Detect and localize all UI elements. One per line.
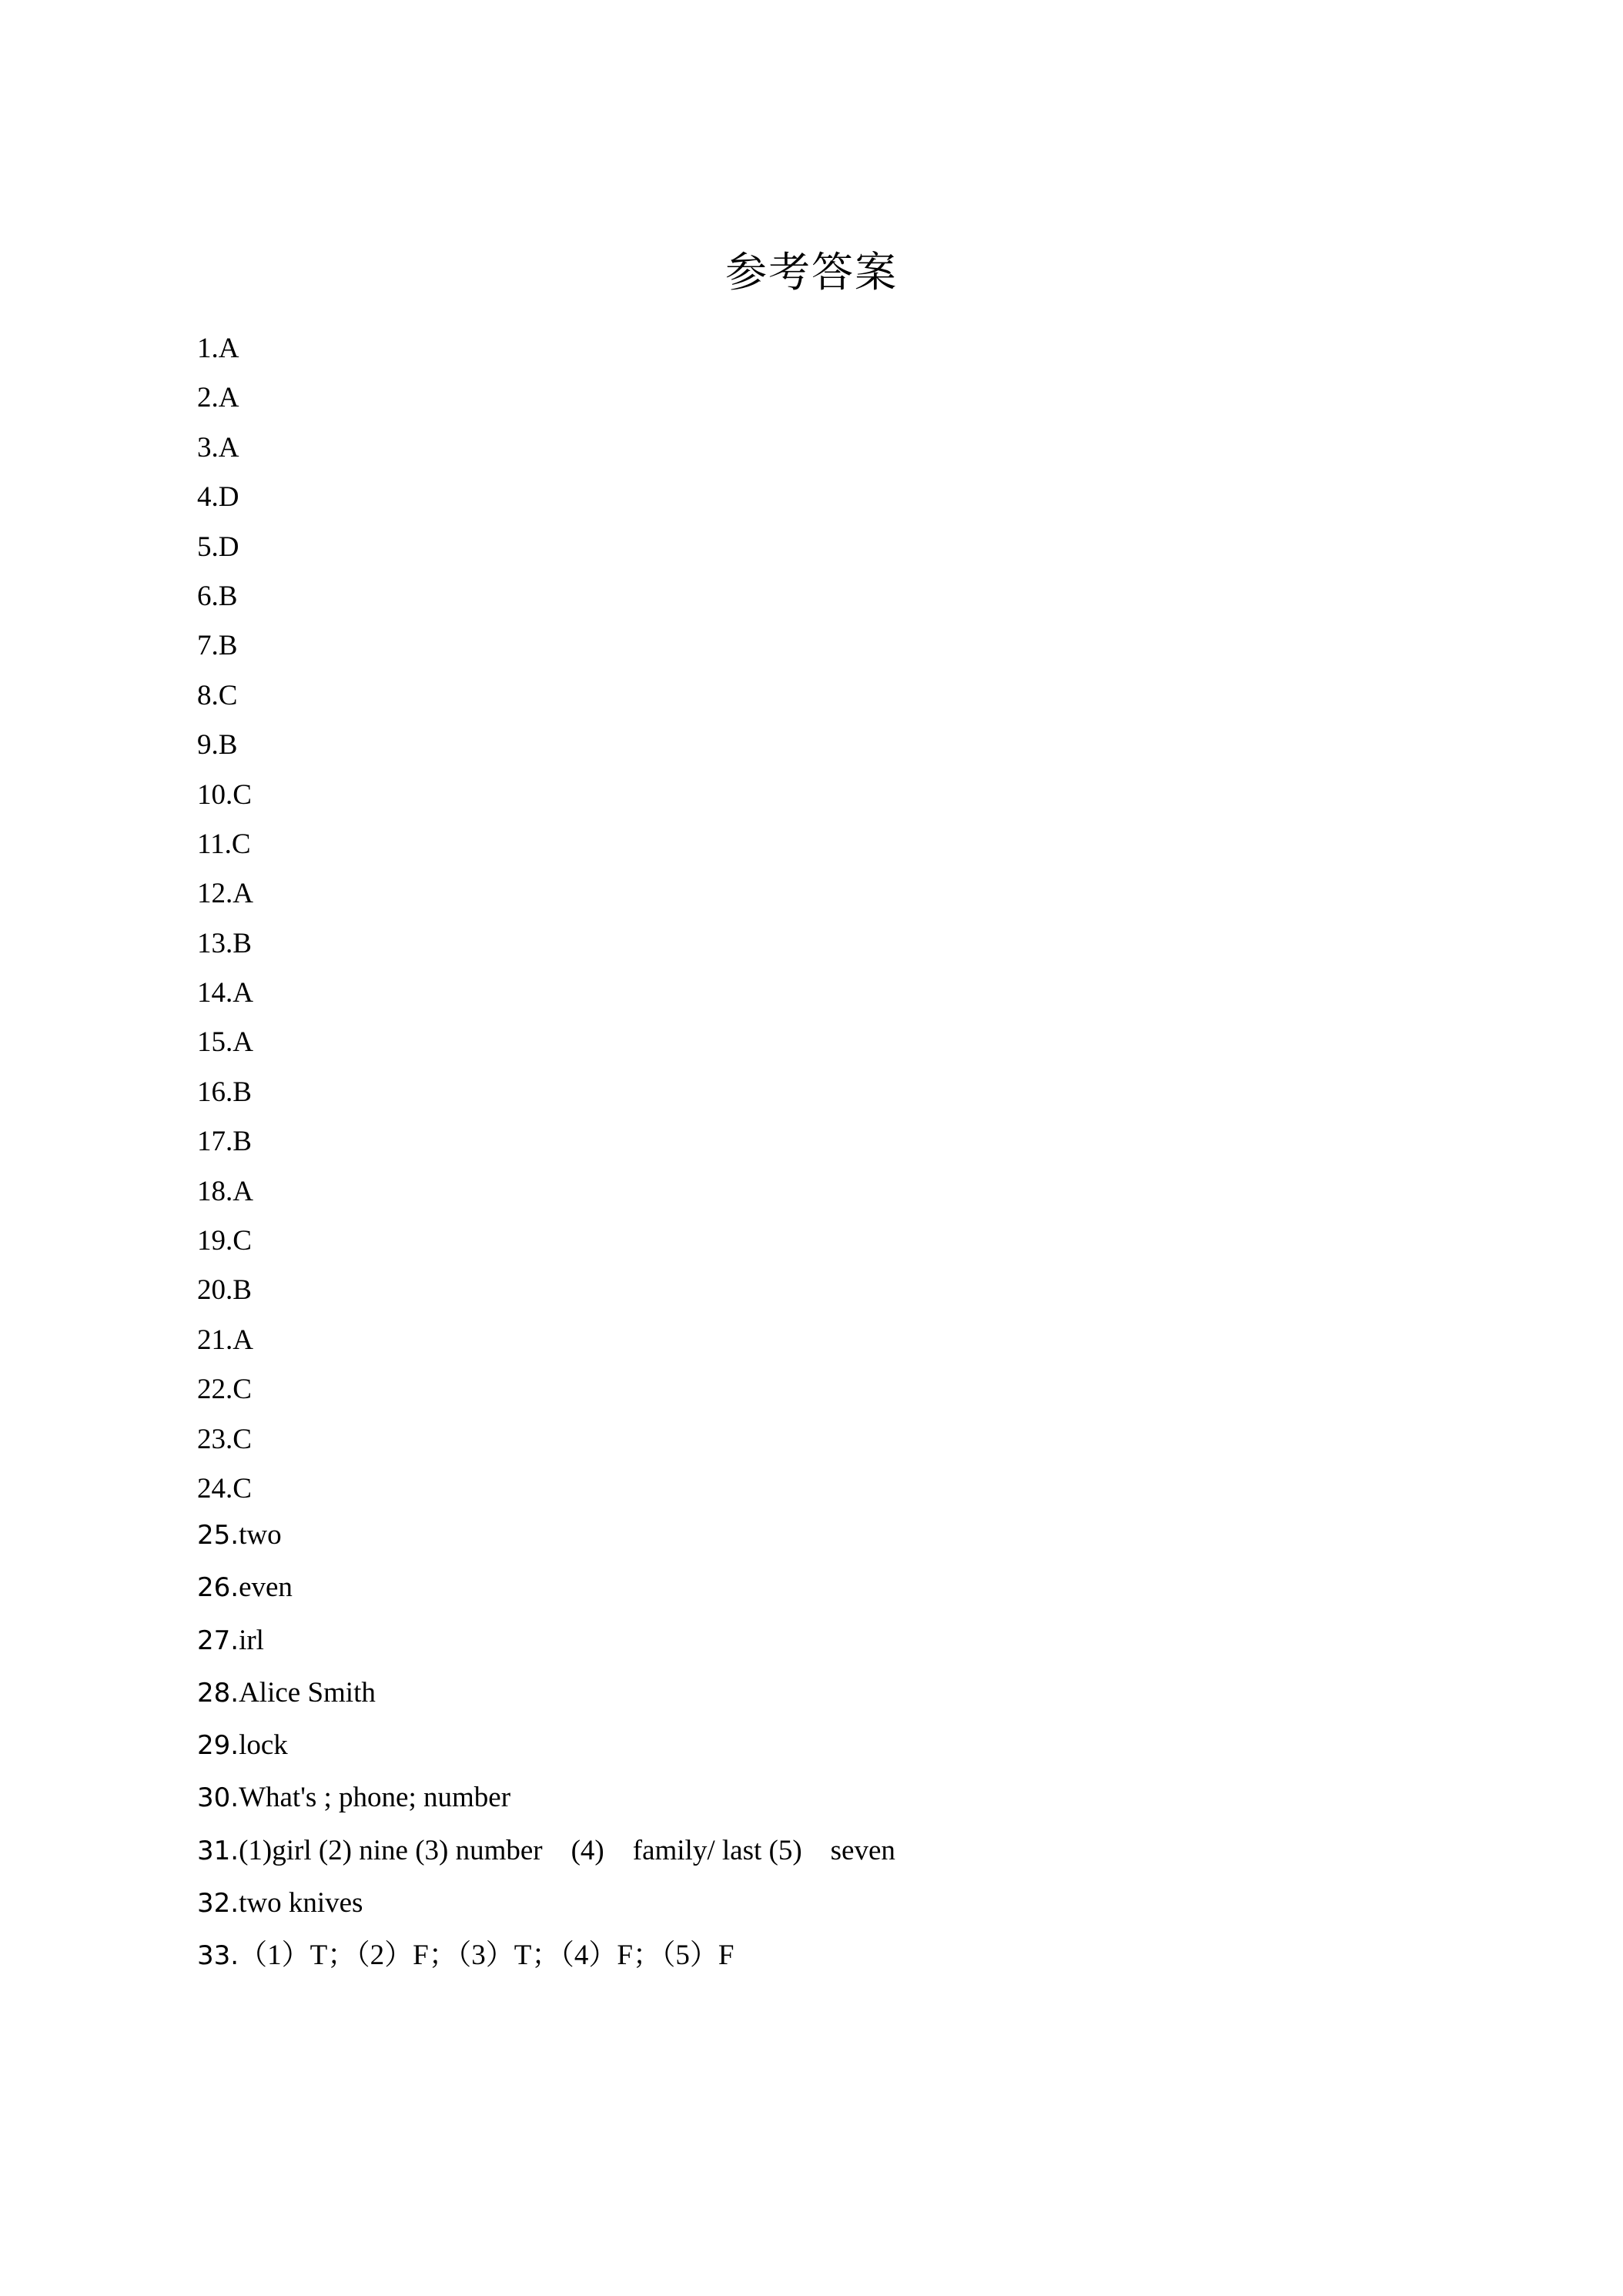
answer-number: 12. — [197, 878, 233, 910]
answer-number: 25. — [197, 1520, 239, 1551]
answer-text: B — [233, 1126, 252, 1158]
answer-text: lock — [239, 1729, 288, 1762]
answer-item — [197, 1417, 253, 1467]
answer-number: 11. — [197, 828, 232, 860]
answer-number: 33. — [197, 1940, 239, 1972]
answer-item — [197, 426, 253, 475]
answer-list-upper — [197, 326, 253, 1516]
answer-text: C — [218, 679, 238, 711]
answer-text: B — [218, 729, 238, 761]
answer-item — [197, 376, 253, 425]
answer-text: two knives — [239, 1887, 363, 1919]
answer-text: A — [233, 1175, 253, 1207]
answer-text: C — [231, 828, 251, 860]
answer-item — [197, 822, 253, 872]
answer-text: Alice Smith — [239, 1676, 376, 1709]
answer-number: 32. — [197, 1888, 239, 1919]
answer-text: C — [233, 1423, 252, 1455]
answer-item — [197, 1776, 895, 1828]
answer-number: 30. — [197, 1782, 239, 1814]
answer-number: 31. — [197, 1835, 239, 1866]
answer-number: 20. — [197, 1274, 233, 1307]
answer-item — [197, 1020, 253, 1069]
answer-number: 5. — [197, 530, 219, 563]
answer-item — [197, 1723, 895, 1776]
answer-text: C — [233, 1472, 252, 1504]
answer-item — [197, 1513, 895, 1565]
answer-number: 8. — [197, 679, 219, 711]
answer-item — [197, 723, 253, 772]
answer-item — [197, 773, 253, 822]
answer-text: A — [233, 878, 253, 910]
answer-number: 1. — [197, 333, 219, 364]
answer-item — [197, 1219, 253, 1268]
answer-item — [197, 1671, 895, 1723]
answer-number: 16. — [197, 1076, 233, 1108]
answer-item — [197, 971, 253, 1020]
answer-text: B — [233, 927, 252, 959]
answer-number: 23. — [197, 1423, 233, 1455]
answer-item — [197, 674, 253, 723]
answer-number: 19. — [197, 1225, 233, 1257]
answer-number: 29. — [197, 1730, 239, 1762]
answer-item — [197, 326, 253, 376]
answer-item — [197, 1170, 253, 1219]
page-title: 参考答案 — [725, 248, 898, 296]
answer-list-lower — [197, 1513, 895, 1986]
answer-number: 9. — [197, 729, 219, 761]
answer-item — [197, 922, 253, 971]
answer-number: 15. — [197, 1026, 233, 1059]
answer-text: B — [233, 1274, 252, 1307]
answer-item — [197, 1618, 895, 1671]
answer-item — [197, 1829, 895, 1881]
answer-number: 26. — [197, 1572, 239, 1604]
answer-text: D — [218, 530, 239, 563]
answer-number: 28. — [197, 1677, 239, 1709]
answer-text: A — [233, 977, 253, 1009]
answer-item — [197, 872, 253, 921]
answer-text: C — [233, 1225, 252, 1257]
answer-text: A — [218, 431, 239, 464]
answer-item — [197, 1120, 253, 1169]
answer-text: （1）T；（2）F；（3）T；（4）F；（5）F — [239, 1940, 735, 1972]
answer-item — [197, 1933, 895, 1986]
answer-item — [197, 1467, 253, 1516]
answer-number: 10. — [197, 778, 233, 811]
answer-item — [197, 1367, 253, 1417]
answer-item — [197, 1268, 253, 1317]
answer-item — [197, 1565, 895, 1618]
answer-item — [197, 525, 253, 574]
answer-item — [197, 1070, 253, 1120]
answer-item — [197, 475, 253, 524]
answer-number: 4. — [197, 481, 219, 514]
answer-text: B — [218, 630, 238, 662]
answer-text: B — [218, 580, 238, 612]
answer-number: 18. — [197, 1175, 233, 1207]
answer-text: irl — [239, 1624, 264, 1656]
answer-text: A — [233, 1026, 253, 1059]
answer-item — [197, 574, 253, 624]
answer-text: B — [233, 1076, 252, 1108]
answer-text: C — [233, 1374, 252, 1406]
answer-number: 3. — [197, 431, 219, 464]
answer-number: 14. — [197, 977, 233, 1009]
answer-number: 22. — [197, 1374, 233, 1406]
answer-number: 17. — [197, 1126, 233, 1158]
answer-number: 24. — [197, 1472, 233, 1504]
answer-item — [197, 1881, 895, 1933]
answer-text: even — [239, 1571, 293, 1604]
answer-text: A — [218, 382, 239, 414]
answer-item — [197, 1318, 253, 1367]
answer-number: 7. — [197, 630, 219, 662]
answer-text: C — [233, 778, 252, 811]
answer-text: two — [239, 1519, 282, 1551]
answer-item — [197, 624, 253, 673]
answer-number: 2. — [197, 382, 219, 414]
answer-text: A — [233, 1324, 253, 1356]
answer-text: (1)girl (2) nine (3) number (4) family/ last (5) seven — [239, 1834, 895, 1866]
answer-number: 13. — [197, 927, 233, 959]
answer-number: 27. — [197, 1625, 239, 1656]
answer-text: A — [218, 333, 239, 364]
answer-number: 21. — [197, 1324, 233, 1356]
answer-text: D — [218, 481, 239, 514]
answer-text: What's ; phone; number — [239, 1782, 511, 1814]
answer-number: 6. — [197, 580, 219, 612]
